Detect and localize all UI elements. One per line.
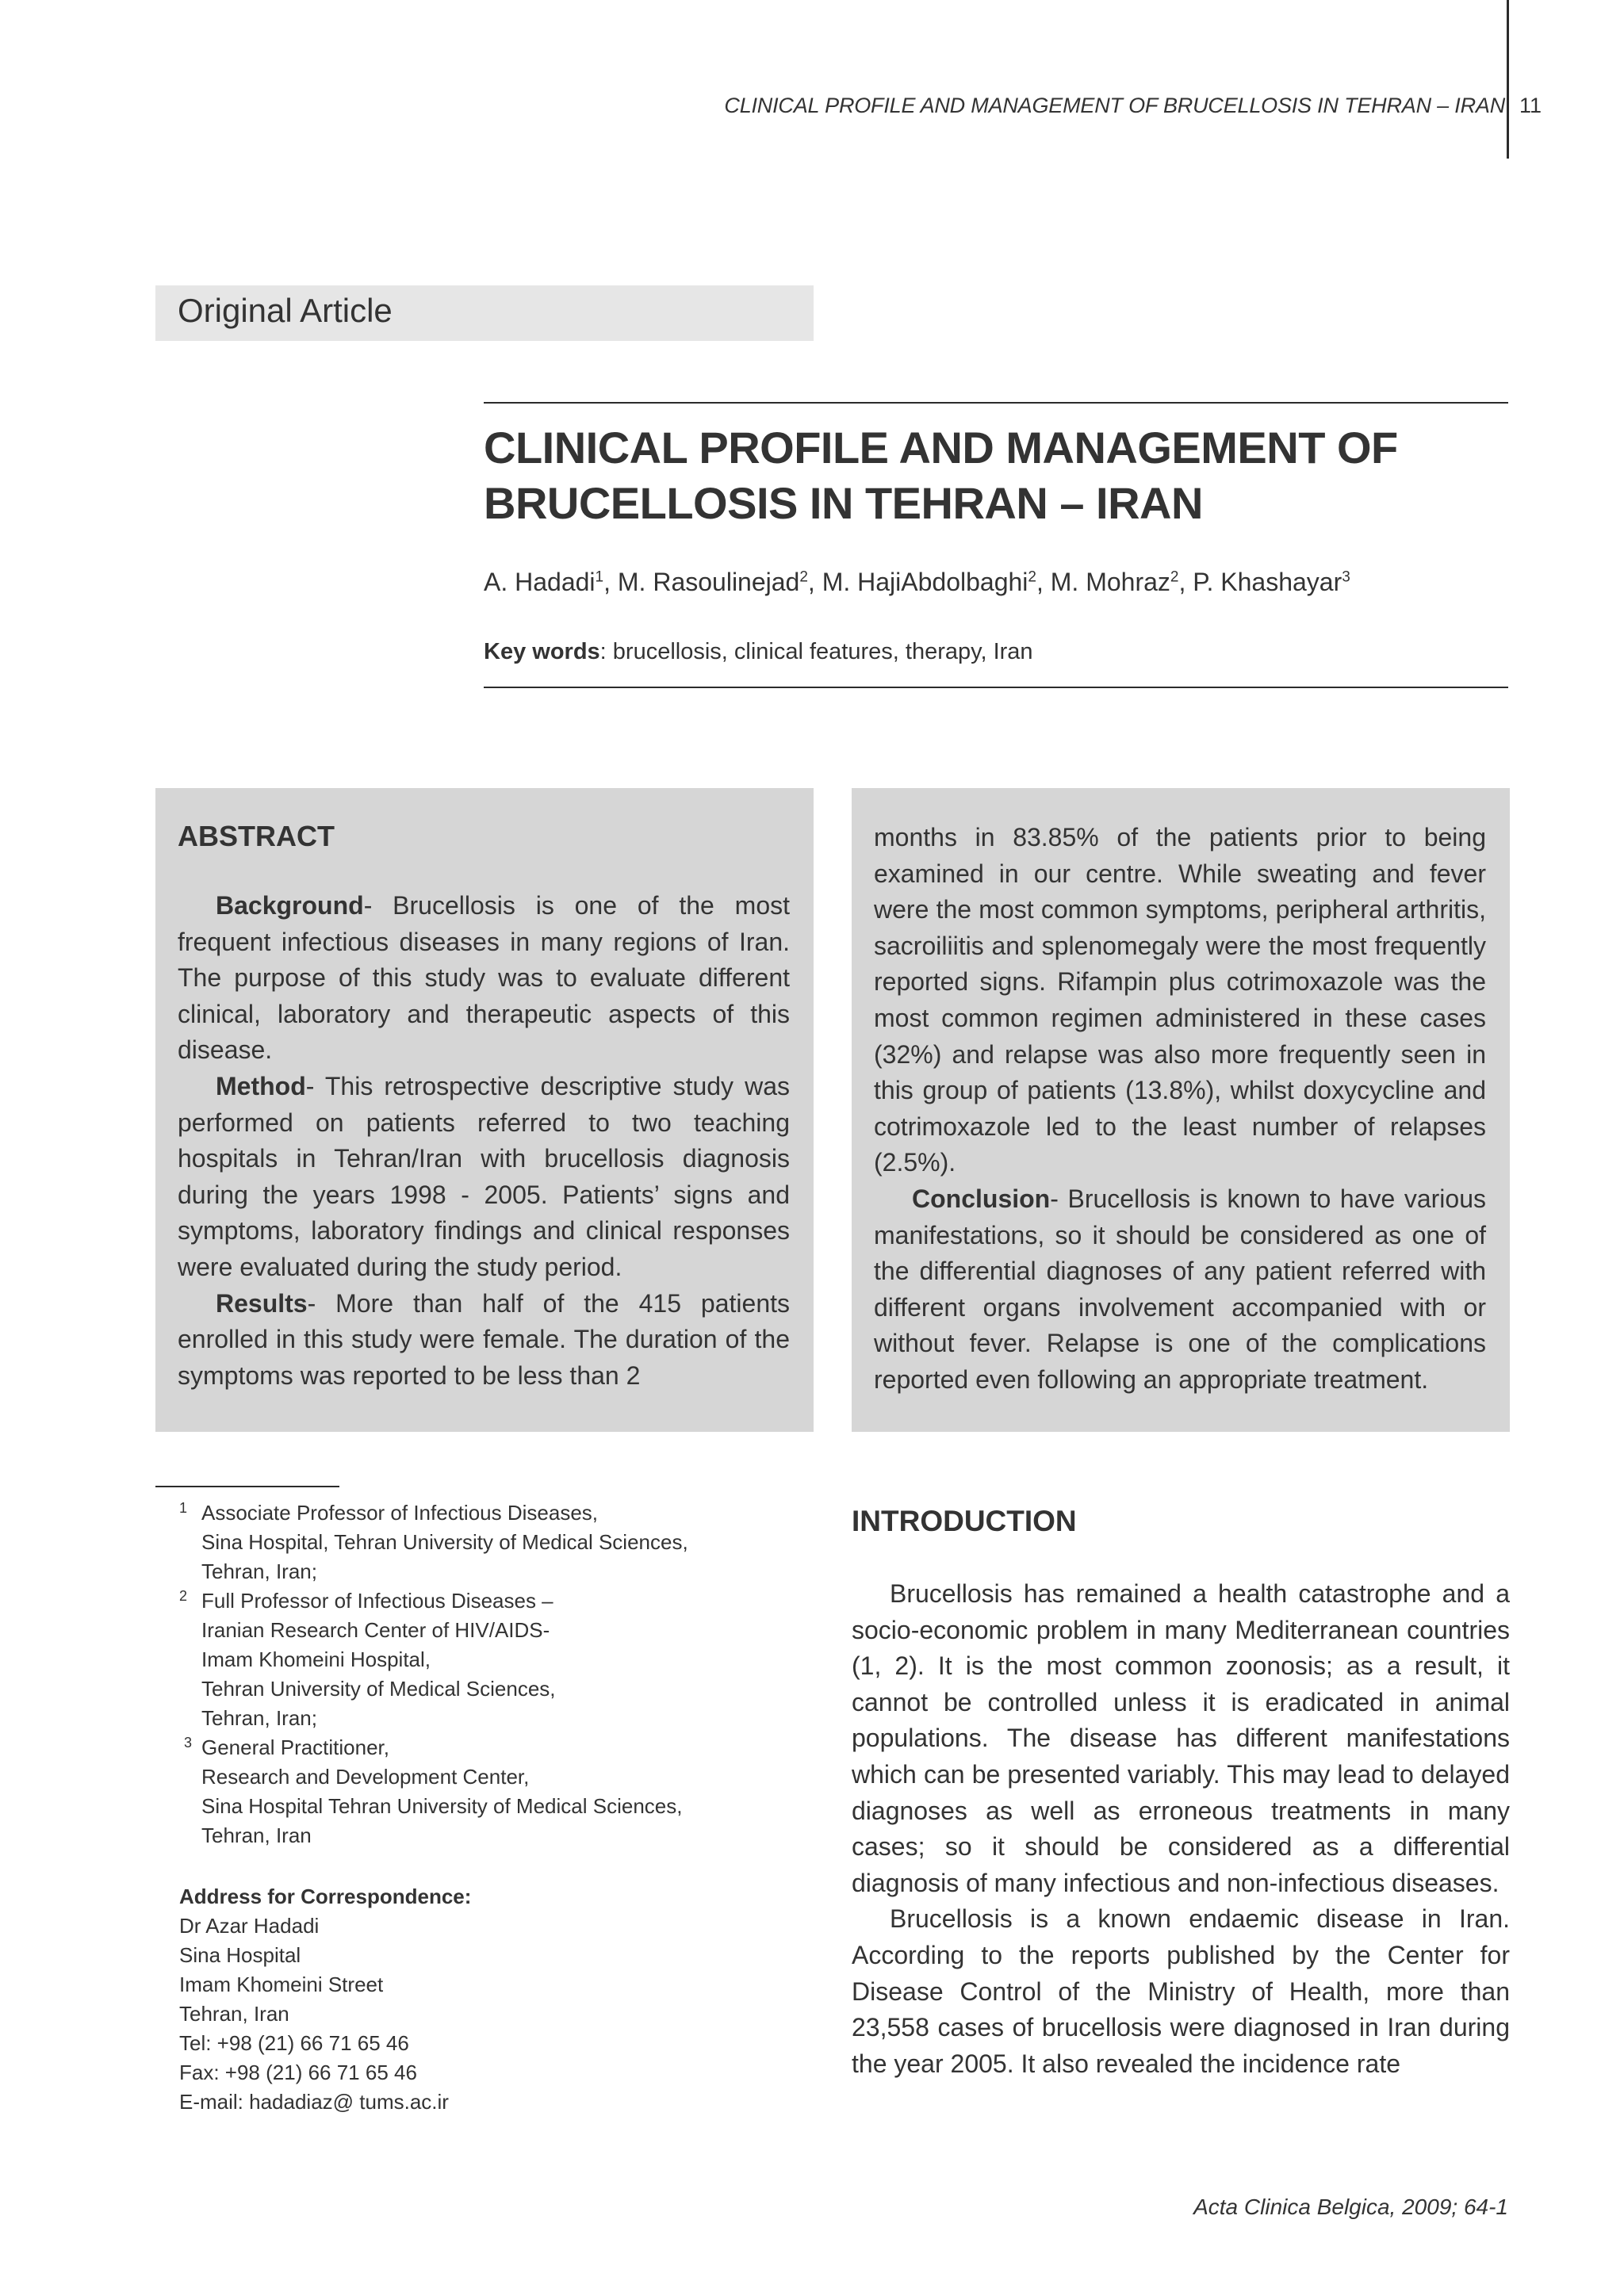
article-type-label: Original Article <box>155 285 814 341</box>
footnote-line: Tehran, Iran; <box>201 1559 317 1583</box>
footnote-line: Research and Development Center, <box>201 1765 530 1789</box>
footnote-number: 2 <box>179 1588 188 1604</box>
title-line-1: CLINICAL PROFILE AND MANAGEMENT OF <box>484 423 1398 473</box>
author-name: A. Hadadi <box>484 568 596 596</box>
introduction-paragraph: Brucellosis has remained a health catastrophe and a socio-economic problem in many Mediterranean countries (1, 2). It is the most common zoonosis; as a result, it cannot be controlled unless it is eradicated in animal populations. The disease has different manifestations which can be presented variably. This may lead to delayed diagnoses as well as erroneous treatments in many cases; so it should be considered as a differential diagnosis of many infectious and non-infectious diseases. <box>852 1579 1510 1897</box>
page-number: 11 <box>1519 94 1542 117</box>
author-affiliation: 2 <box>1028 568 1036 586</box>
title-line-2: BRUCELLOSIS IN TEHRAN – IRAN <box>484 478 1203 528</box>
keywords-label: Key words <box>484 639 600 664</box>
abstract-box-left <box>155 788 814 1432</box>
keywords <box>484 639 1515 665</box>
author-affiliation: 2 <box>799 568 808 586</box>
footnote-line: Iranian Research Center of HIV/AIDS- <box>201 1618 550 1642</box>
footnote-line: Imam Khomeini Hospital, <box>201 1647 431 1671</box>
article-title <box>484 420 1515 531</box>
correspondence-line: Dr Azar Hadadi <box>179 1914 320 1938</box>
conclusion-label: Conclusion <box>912 1184 1051 1213</box>
abstract-box-right <box>852 788 1510 1432</box>
abstract-results-continued: months in 83.85% of the patients prior to being examined in our centre. While sweating and fever were the most common symptoms, peripheral arthritis, sacroiliitis and splenomegaly were the most frequently reported signs. Rifampin plus cotrimoxazole was the most common regimen administered in these cases (32%) and relapse was also more frequently seen in this group of patients (13.8%), whilst doxycycline and cotrimoxazole led to the least number of relapses (2.5%). <box>874 823 1486 1177</box>
abstract-heading: ABSTRACT <box>178 820 335 852</box>
header-divider <box>1507 0 1509 159</box>
footnote-line: Full Professor of Infectious Diseases – <box>201 1589 553 1613</box>
method-text: - This retrospective descriptive study was performed on patients referred to two teaching hospitals in Tehran/Iran with brucellosis diagnosis during the years 1998 - 2005. Patients’ signs and symptoms, laboratory findings and clinical responses were evaluated during the study period. <box>178 1071 790 1281</box>
author-affiliation: 3 <box>1342 568 1350 586</box>
footnote-1 <box>201 1498 788 1586</box>
correspondence-block <box>179 1882 782 2117</box>
footnote-number: 3 <box>184 1735 193 1751</box>
background-label: Background <box>216 891 364 920</box>
keywords-text: : brucellosis, clinical features, therapy, Iran <box>599 639 1033 664</box>
correspondence-line: Imam Khomeini Street <box>179 1973 384 1996</box>
introduction-body <box>852 1576 1510 2082</box>
footnote-line: Tehran, Iran; <box>201 1706 317 1730</box>
abstract-conclusion <box>874 1181 1486 1399</box>
footnote-line: Tehran, Iran <box>201 1823 312 1847</box>
correspondence-line: Tehran, Iran <box>179 2002 289 2026</box>
abstract-results <box>178 1286 790 1395</box>
footnote-rule <box>155 1486 339 1487</box>
method-label: Method <box>216 1071 306 1100</box>
footnote-3 <box>201 1733 788 1850</box>
title-top-rule <box>484 402 1508 404</box>
footnote-2 <box>201 1586 788 1733</box>
results-text: - More than half of the 415 patients enrolled in this study were female. The duration of the symptoms was reported to be less than 2 <box>178 1288 790 1390</box>
footnote-line: General Practitioner, <box>201 1735 390 1759</box>
correspondence-label: Address for Correspondence: <box>179 1885 472 1908</box>
journal-citation: Acta Clinica Belgica, 2009; 64-1 <box>1193 2195 1508 2219</box>
author-name: M. Mohraz <box>1050 568 1170 596</box>
author-affiliation: 1 <box>595 568 604 586</box>
running-header: CLINICAL PROFILE AND MANAGEMENT OF BRUCELLOSIS IN TEHRAN – IRAN <box>724 94 1505 117</box>
introduction-heading: INTRODUCTION <box>852 1505 1077 1537</box>
footnote-number: 1 <box>179 1500 188 1516</box>
footnote-line: Associate Professor of Infectious Diseases, <box>201 1501 599 1525</box>
author-affiliation: 2 <box>1170 568 1179 586</box>
author-list: A. Hadadi$^1$, M. Rasoulinejad$^2$, M. HajiAbdolbaghi$^2$, M. Mohraz$^2$, P. Khashayar$^3$ <box>484 568 1350 596</box>
background-text: - Brucellosis is one of the most frequent infectious diseases in many regions of Iran. The purpose of this study was to evaluate different clinical, laboratory and therapeutic aspects of this disease. <box>178 891 790 1065</box>
correspondence-line: Tel: +98 (21) 66 71 65 46 <box>179 2031 409 2055</box>
abstract-background <box>178 888 790 1069</box>
results-label: Results <box>216 1288 308 1318</box>
correspondence-line: Fax: +98 (21) 66 71 65 46 <box>179 2061 417 2084</box>
author-name: M. HajiAbdolbaghi <box>822 568 1028 596</box>
conclusion-text: - Brucellosis is known to have various manifestations, so it should be considered as one of the differential diagnoses of any patient referred with different organs involvement accompanied with or without fever. Relapse is one of the complications reported even following an appropriate treatment. <box>874 1184 1486 1394</box>
introduction-paragraph: Brucellosis is a known endaemic disease in Iran. According to the reports published by the Center for Disease Control of the Ministry of Health, more than 23,558 cases of brucellosis were diagnosed in Iran during the year 2005. It also revealed the incidence rate <box>852 1904 1510 2078</box>
footnote-line: Sina Hospital Tehran University of Medical Sciences, <box>201 1794 683 1818</box>
footnote-line: Sina Hospital, Tehran University of Medical Sciences, <box>201 1530 688 1554</box>
author-name: P. Khashayar <box>1193 568 1342 596</box>
abstract-method <box>178 1069 790 1286</box>
correspondence-line: Sina Hospital <box>179 1943 301 1967</box>
correspondence-email[interactable]: E-mail: hadadiaz@ tums.ac.ir <box>179 2090 449 2114</box>
footnote-line: Tehran University of Medical Sciences, <box>201 1677 556 1701</box>
author-name: M. Rasoulinejad <box>617 568 800 596</box>
title-bottom-rule <box>484 687 1508 688</box>
